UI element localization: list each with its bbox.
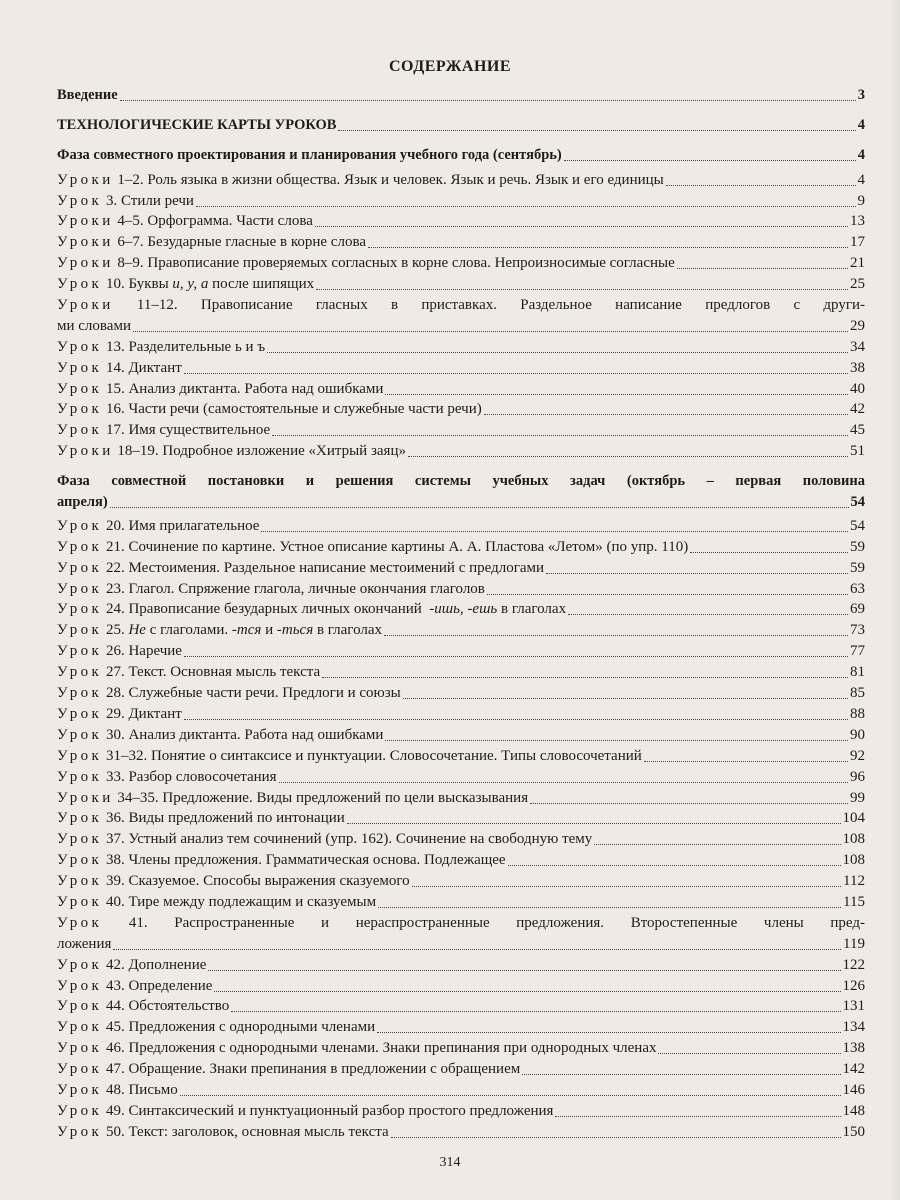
toc-entry-line2: ми словами 29: [57, 317, 865, 334]
toc-entry: Урок 15. Анализ диктанта. Работа над ошибками 40: [57, 380, 865, 397]
toc-entry: Урок 40. Тире между подлежащим и сказуемым 115: [57, 893, 865, 910]
toc-entry: Урок 17. Имя существительное 45: [57, 422, 865, 439]
toc-entry: Урок 50. Текст: заголовок, основная мысль текста 150: [57, 1123, 865, 1140]
toc-entry: Урок 48. Письмо 146: [57, 1081, 865, 1098]
toc-entry: Урок 25. Не с глаголами. -тся и -ться в глаголах 73: [57, 622, 865, 639]
toc-entry: Урок 31–32. Понятие о синтаксисе и пунктуации. Словосочетание. Типы словосочетаний 92: [57, 747, 865, 764]
page-ref: 4: [857, 146, 865, 163]
toc-entry: Урок 13. Разделительные ь и ъ 34: [57, 338, 865, 355]
toc-entry: Урок 43. Определение 126: [57, 977, 865, 994]
toc-entry: Урок 16. Части речи (самостоятельные и служебные части речи) 42: [57, 401, 865, 418]
toc-entry: Урок 24. Правописание безударных личных окончаний -ишь, -ешь в глаголах 69: [57, 601, 865, 618]
toc-entry: Урок 20. Имя прилагательное 54: [57, 517, 865, 534]
toc-entry: Урок 27. Текст. Основная мысль текста 81: [57, 664, 865, 681]
toc-entry: Урок 38. Члены предложения. Грамматическая основа. Подлежащее 108: [57, 852, 865, 869]
toc-entry: Урок 10. Буквы и, у, а после шипящих 25: [57, 276, 865, 293]
toc-section-phase2-line1: Фаза совместной постановки и решения системы учебных задач (октябрь – первая половина: [57, 473, 865, 490]
toc-entry: Урок 29. Диктант 88: [57, 705, 865, 722]
toc-entry-line1: Урок 41. Распространенные и нераспространенные предложения. Второстепенные члены пред-: [57, 914, 865, 931]
toc-entry: Урок 37. Устный анализ тем сочинений (упр. 162). Сочинение на свободную тему 108: [57, 831, 865, 848]
toc-entry-line1: Уроки 11–12. Правописание гласных в приставках. Раздельное написание предлогов с други-: [57, 297, 866, 314]
toc-section-phase1: Фаза совместного проектирования и планирования учебного года (сентябрь) 4: [57, 146, 865, 163]
toc-entry: Уроки 1–2. Роль языка в жизни общества. Язык и человек. Язык и речь. Язык и его единицы 4: [57, 171, 865, 188]
toc-entry: Урок 45. Предложения с однородными членами 134: [57, 1019, 865, 1036]
toc-entry: Урок 47. Обращение. Знаки препинания в предложении с обращением 142: [57, 1061, 865, 1078]
toc-entry: Урок 23. Глагол. Спряжение глагола, личные окончания глаголов 63: [57, 580, 865, 597]
toc-entry: Урок 14. Диктант 38: [57, 359, 865, 376]
toc-entry-line2: ложения 119: [57, 935, 865, 952]
toc-entry: Урок 42. Дополнение 122: [57, 956, 865, 973]
page-number: 314: [439, 1155, 461, 1170]
toc-entry-tech-cards: ТЕХНОЛОГИЧЕСКИЕ КАРТЫ УРОКОВ 4: [57, 116, 865, 133]
page-ref: 4: [857, 116, 865, 133]
toc-entry: Урок 44. Обстоятельство 131: [57, 998, 865, 1015]
toc-entry: Урок 28. Служебные части речи. Предлоги и союзы 85: [57, 685, 865, 702]
toc-entry: Урок 33. Разбор словосочетания 96: [57, 768, 865, 785]
toc-entry: Уроки 8–9. Правописание проверяемых согласных в корне слова. Непроизносимые согласные 21: [57, 255, 865, 272]
toc-entry: Урок 3. Стили речи 9: [57, 192, 865, 209]
toc-entry: Урок 21. Сочинение по картине. Устное описание картины А. А. Пластова «Летом» (по упр. 110) 59: [57, 538, 865, 555]
toc-entry: Урок 26. Наречие 77: [57, 643, 865, 660]
toc-entry: Урок 49. Синтаксический и пунктуационный разбор простого предложения 148: [57, 1102, 865, 1119]
toc-section-phase2-line2: апреля) 54: [57, 494, 865, 511]
scan-shadow: [890, 0, 900, 1200]
toc-entry: Уроки 34–35. Предложение. Виды предложений по цели высказывания 99: [57, 789, 865, 806]
toc-entry: Урок 30. Анализ диктанта. Работа над ошибками 90: [57, 726, 865, 743]
toc-entry: Уроки 4–5. Орфограмма. Части слова 13: [57, 213, 865, 230]
toc-entry: Урок 46. Предложения с однородными членами. Знаки препинания при однородных членах 138: [57, 1040, 865, 1057]
page-ref: 3: [857, 87, 865, 103]
toc-entry: Урок 39. Сказуемое. Способы выражения сказуемого 112: [57, 873, 865, 890]
toc-entry: Уроки 6–7. Безударные гласные в корне слова 17: [57, 234, 865, 251]
toc-entry: Урок 22. Местоимения. Раздельное написание местоимений с предлогами 59: [57, 559, 865, 576]
page-title: СОДЕРЖАНИЕ: [388, 58, 512, 75]
toc-entry-intro: Введение 3: [57, 87, 865, 103]
table-of-contents: [57, 86, 865, 1144]
toc-entry: Урок 36. Виды предложений по интонации 104: [57, 810, 865, 827]
toc-entry: Уроки 18–19. Подробное изложение «Хитрый заяц» 51: [57, 443, 865, 460]
